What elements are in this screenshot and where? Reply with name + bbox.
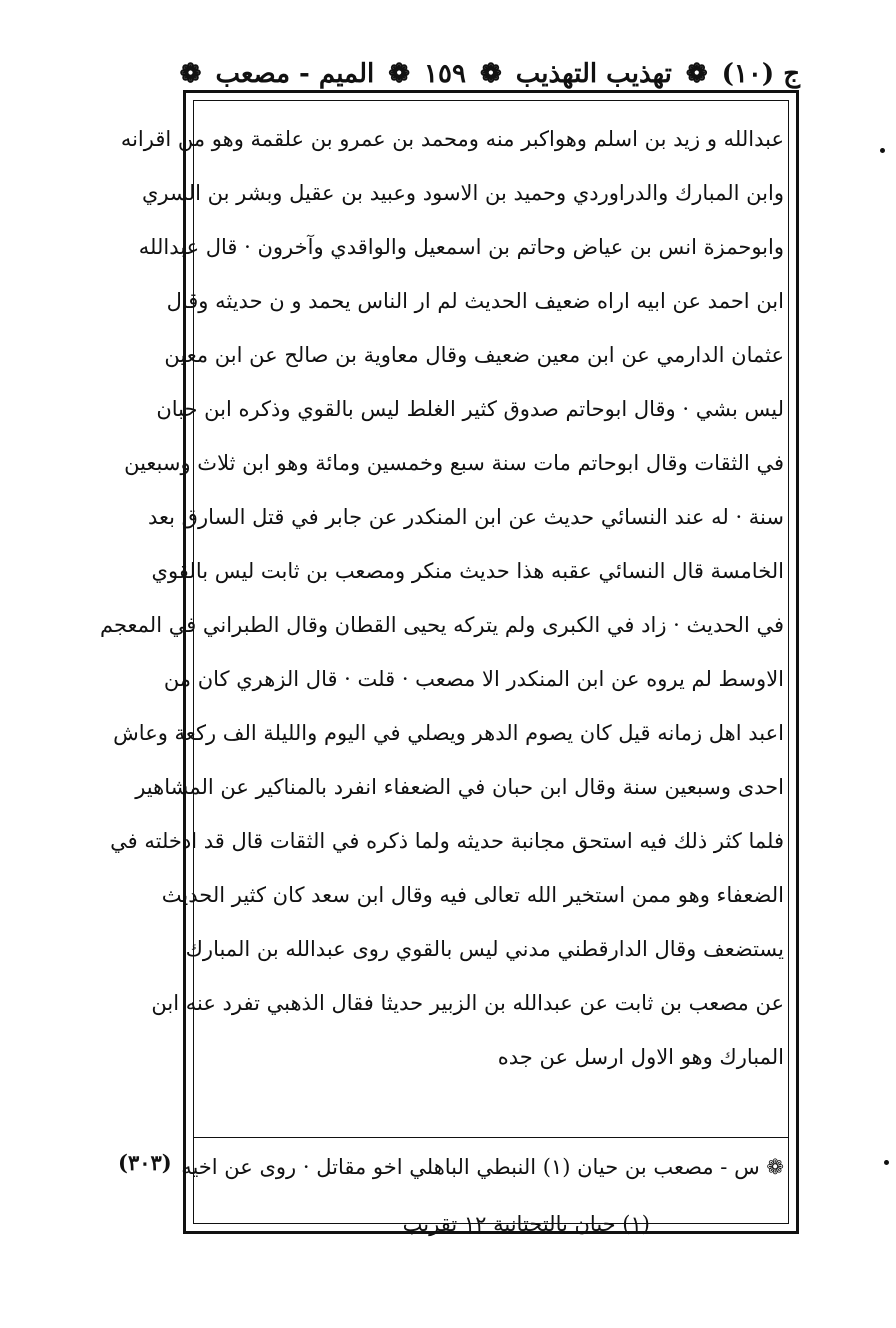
ornament-icon: ❁ bbox=[479, 59, 502, 89]
page-number: ١٥٩ bbox=[424, 59, 466, 89]
text-line: سنة · له عند النسائي حديث عن ابن المنكدر عن جابر في قتل السارق بعد bbox=[148, 505, 784, 529]
text-line: احدى وسبعين سنة وقال ابن حبان في الضعفاء انفرد بالمناكير عن المشاهير bbox=[135, 775, 784, 799]
text-line: في الحديث · زاد في الكبرى ولم يتركه يحيى القطان وقال الطبراني في المعجم bbox=[100, 613, 784, 637]
section-title: الميم - مصعب bbox=[215, 59, 375, 89]
volume-number: ج (١٠) bbox=[721, 59, 800, 89]
book-title: تهذيب التهذيب bbox=[515, 59, 672, 89]
text-line: عن مصعب بن ثابت عن عبدالله بن الزبير حديثا فقال الذهبي تفرد عنه ابن bbox=[151, 991, 784, 1015]
text-line: الاوسط لم يروه عن ابن المنكدر الا مصعب · قلت · قال الزهري كان من bbox=[163, 667, 784, 691]
margin-dot-icon bbox=[884, 1160, 889, 1165]
ornament-icon: ❁ bbox=[388, 59, 411, 89]
text-line-last: المبارك وهو الاول ارسل عن جده bbox=[497, 1045, 784, 1069]
next-entry-text: س - مصعب بن حيان (١) النبطي الباهلي اخو مقاتل · روى عن اخيه bbox=[181, 1155, 760, 1179]
footnote: (١) حيان بالتحتانية ١٢ تقريب bbox=[402, 1212, 650, 1236]
next-entry bbox=[181, 1142, 784, 1192]
entry-separator bbox=[193, 1137, 789, 1138]
text-line: ليس بشي · وقال ابوحاتم صدوق كثير الغلط ليس بالقوي وذكره ابن حبان bbox=[156, 397, 784, 421]
entry-number: (٣٠٣) bbox=[118, 1150, 172, 1175]
text-line: فلما كثر ذلك فيه استحق مجانبة حديثه ولما ذكره في الثقات قال قد ادخلته في bbox=[110, 829, 784, 853]
text-line: يستضعف وقال الدارقطني مدني ليس بالقوي روى عبدالله بن المبارك bbox=[185, 937, 784, 961]
margin-dot-icon bbox=[880, 148, 885, 153]
text-line: عبدالله و زيد بن اسلم وهواكبر منه ومحمد بن عمرو بن علقمة وهو من اقرانه bbox=[120, 127, 784, 151]
text-line: الخامسة قال النسائي عقبه هذا حديث منكر ومصعب بن ثابت ليس بالقوي bbox=[151, 559, 784, 583]
text-line: وابوحمزة انس بن عياض وحاتم بن اسمعيل والواقدي وآخرون · قال عبدالله bbox=[138, 235, 784, 259]
ornament-icon: ❁ bbox=[685, 59, 708, 89]
text-line: الضعفاء وهو ممن استخير الله تعالى فيه وقال ابن سعد كان كثير الحديث bbox=[161, 883, 784, 907]
text-line: ابن احمد عن ابيه اراه ضعيف الحديث لم ار الناس يحمد و ن حديثه وقال bbox=[166, 289, 784, 313]
body-text bbox=[100, 112, 784, 1084]
text-line: في الثقات وقال ابوحاتم مات سنة سبع وخمسين ومائة وهو ابن ثلاث وسبعين bbox=[124, 451, 784, 475]
text-line: اعبد اهل زمانه قيل كان يصوم الدهر ويصلي في اليوم والليلة الف ركعة وعاش bbox=[113, 721, 784, 745]
ornament-icon: ❁ bbox=[179, 59, 202, 89]
text-line: وابن المبارك والدراوردي وحميد بن الاسود وعبيد بن عقيل وبشر بن السري bbox=[141, 181, 784, 205]
ornament-icon: ❁ bbox=[766, 1155, 784, 1179]
text-line: عثمان الدارمي عن ابن معين ضعيف وقال معاوية بن صالح عن ابن معين bbox=[164, 343, 784, 367]
